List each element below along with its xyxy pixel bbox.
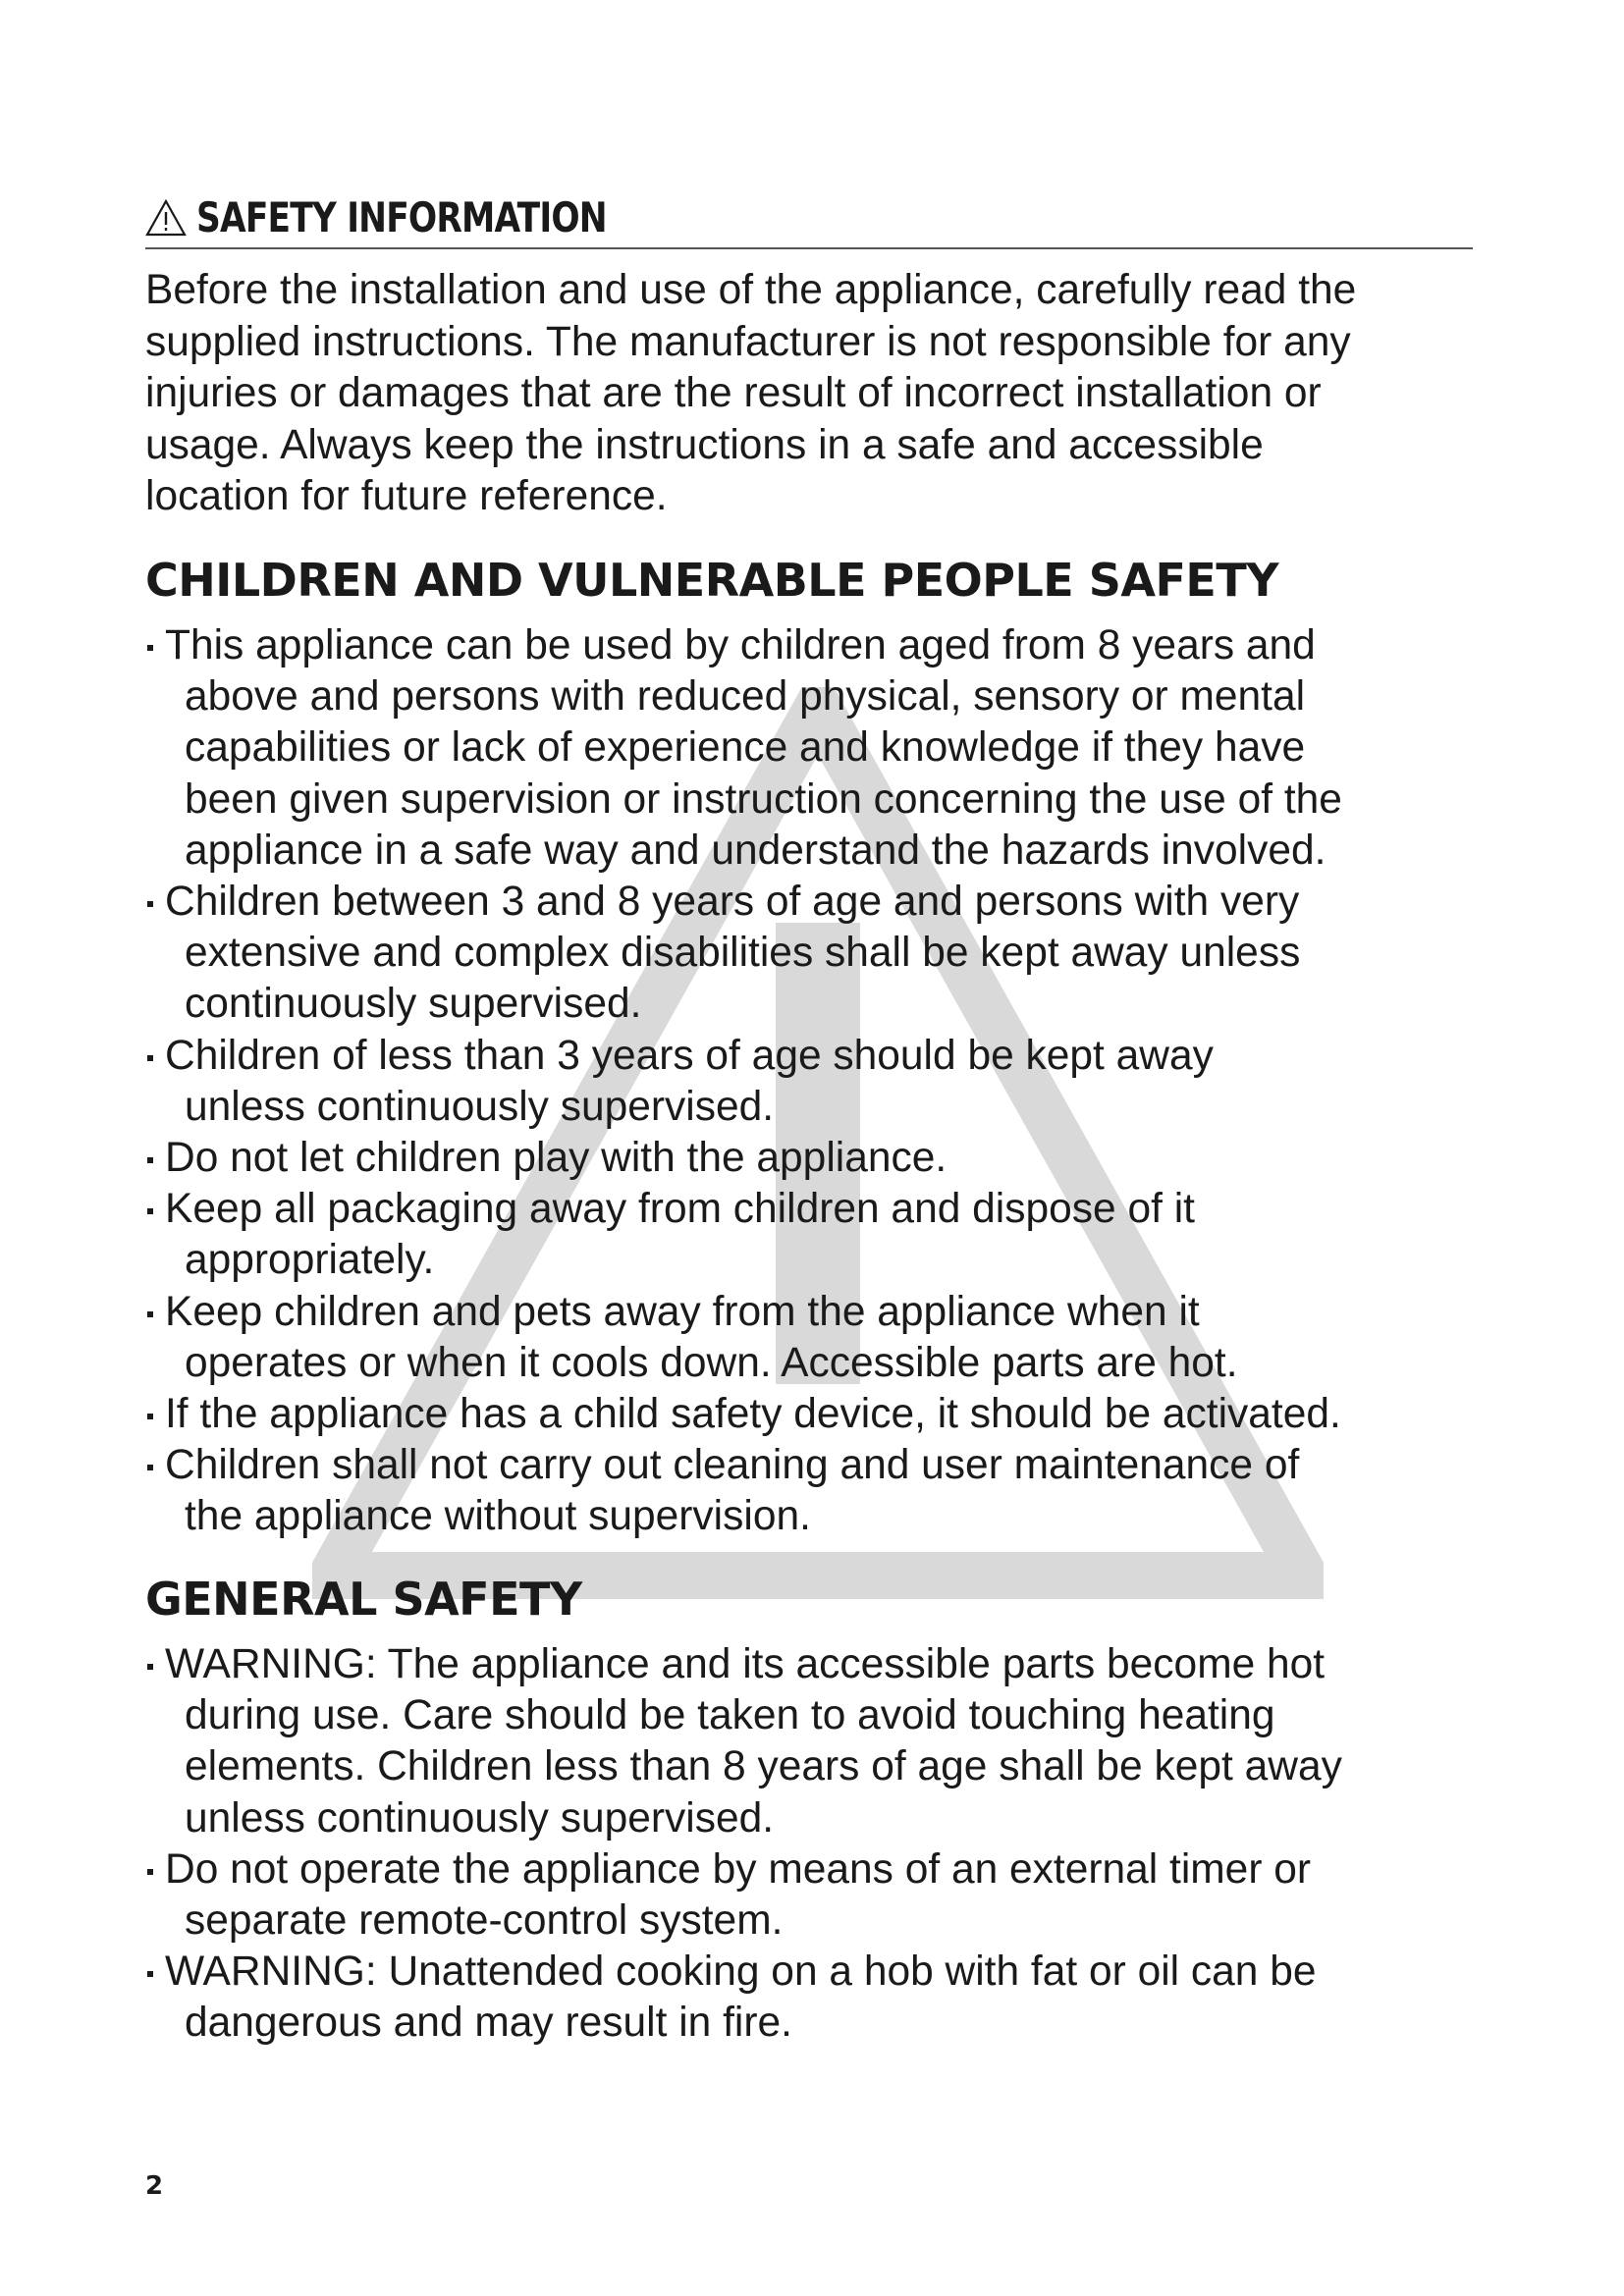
- list-line: been given supervision or instruction concerning the use of the: [185, 775, 1342, 823]
- list-line: continuously supervised.: [185, 981, 642, 1028]
- list-line: Keep children and pets away from the appliance when it: [165, 1288, 1200, 1335]
- intro-line: location for future reference.: [145, 473, 668, 519]
- bullet-icon: [147, 1208, 153, 1214]
- list-line: during use. Care should be taken to avoid touching heating: [185, 1692, 1275, 1739]
- list-line: appropriately.: [185, 1237, 435, 1284]
- intro-line: usage. Always keep the instructions in a safe and accessible: [145, 421, 1264, 468]
- bullet-icon: [147, 1869, 153, 1875]
- general-safety-list: [145, 1639, 1473, 2050]
- list-line: the appliance without supervision.: [185, 1493, 811, 1540]
- list-line: operates or when it cools down. Accessible parts are hot.: [185, 1339, 1238, 1386]
- list-line: unless continuously supervised.: [185, 1083, 775, 1130]
- bullet-icon: [147, 1311, 153, 1317]
- list-line: above and persons with reduced physical, sensory or mental: [185, 673, 1306, 721]
- list-item: [145, 1287, 1473, 1389]
- bullet-icon: [147, 1414, 153, 1419]
- list-item: [145, 1031, 1473, 1133]
- intro-line: Before the installation and use of the appliance, carefully read the: [145, 267, 1357, 313]
- list-line: WARNING: The appliance and its accessible parts become hot: [165, 1641, 1326, 1687]
- warning-triangle-icon: [145, 199, 187, 237]
- children-safety-list: [145, 620, 1473, 1543]
- page-number: 2: [145, 2171, 164, 2201]
- bullet-icon: [147, 1664, 153, 1670]
- list-line: Do not let children play with the appliance.: [165, 1135, 947, 1182]
- list-line: If the appliance has a child safety device, it should be activated.: [165, 1391, 1341, 1438]
- list-item: [145, 1947, 1473, 2049]
- list-line: Keep all packaging away from children and dispose of it: [165, 1186, 1195, 1233]
- list-line: capabilities or lack of experience and knowledge if they have: [185, 724, 1306, 772]
- intro-line: injuries or damages that are the result of incorrect installation or: [145, 370, 1322, 416]
- list-line: Children shall not carry out cleaning and user maintenance of: [165, 1442, 1300, 1489]
- list-item: [145, 620, 1473, 877]
- list-line: This appliance can be used by children aged from 8 years and: [165, 622, 1316, 668]
- section-title: SAFETY INFORMATION: [196, 192, 607, 241]
- list-line: Do not operate the appliance by means of an external timer or: [165, 1845, 1312, 1893]
- list-line: elements. Children less than 8 years of age shall be kept away: [185, 1743, 1342, 1790]
- intro-line: supplied instructions. The manufacturer is not responsible for any: [145, 318, 1351, 365]
- general-safety-heading: GENERAL SAFETY: [145, 1573, 582, 1626]
- list-line: appliance in a safe way and understand the hazards involved.: [185, 827, 1326, 874]
- list-item: [145, 1184, 1473, 1286]
- list-item: [145, 877, 1473, 1031]
- section-header: [145, 187, 1473, 249]
- intro-paragraph: [145, 265, 1473, 523]
- bullet-icon: [147, 1055, 153, 1061]
- list-item: [145, 1440, 1473, 1542]
- list-line: extensive and complex disabilities shall be kept away unless: [185, 930, 1301, 977]
- list-item: [145, 1389, 1473, 1440]
- bullet-icon: [147, 1157, 153, 1163]
- list-item: [145, 1133, 1473, 1184]
- list-line: separate remote-control system.: [185, 1897, 784, 1945]
- bullet-icon: [147, 645, 153, 651]
- list-item: [145, 1639, 1473, 1844]
- list-line: WARNING: Unattended cooking on a hob with fat or oil can be: [165, 1949, 1317, 1996]
- list-line: Children between 3 and 8 years of age and persons with very: [165, 879, 1300, 926]
- list-line: Children of less than 3 years of age should be kept away: [165, 1032, 1214, 1079]
- list-line: unless continuously supervised.: [185, 1794, 775, 1842]
- bullet-icon: [147, 1465, 153, 1470]
- list-line: dangerous and may result in fire.: [185, 2000, 792, 2047]
- bullet-icon: [147, 1971, 153, 1977]
- bullet-icon: [147, 901, 153, 907]
- list-item: [145, 1844, 1473, 1947]
- children-safety-heading: CHILDREN AND VULNERABLE PEOPLE SAFETY: [145, 554, 1279, 607]
